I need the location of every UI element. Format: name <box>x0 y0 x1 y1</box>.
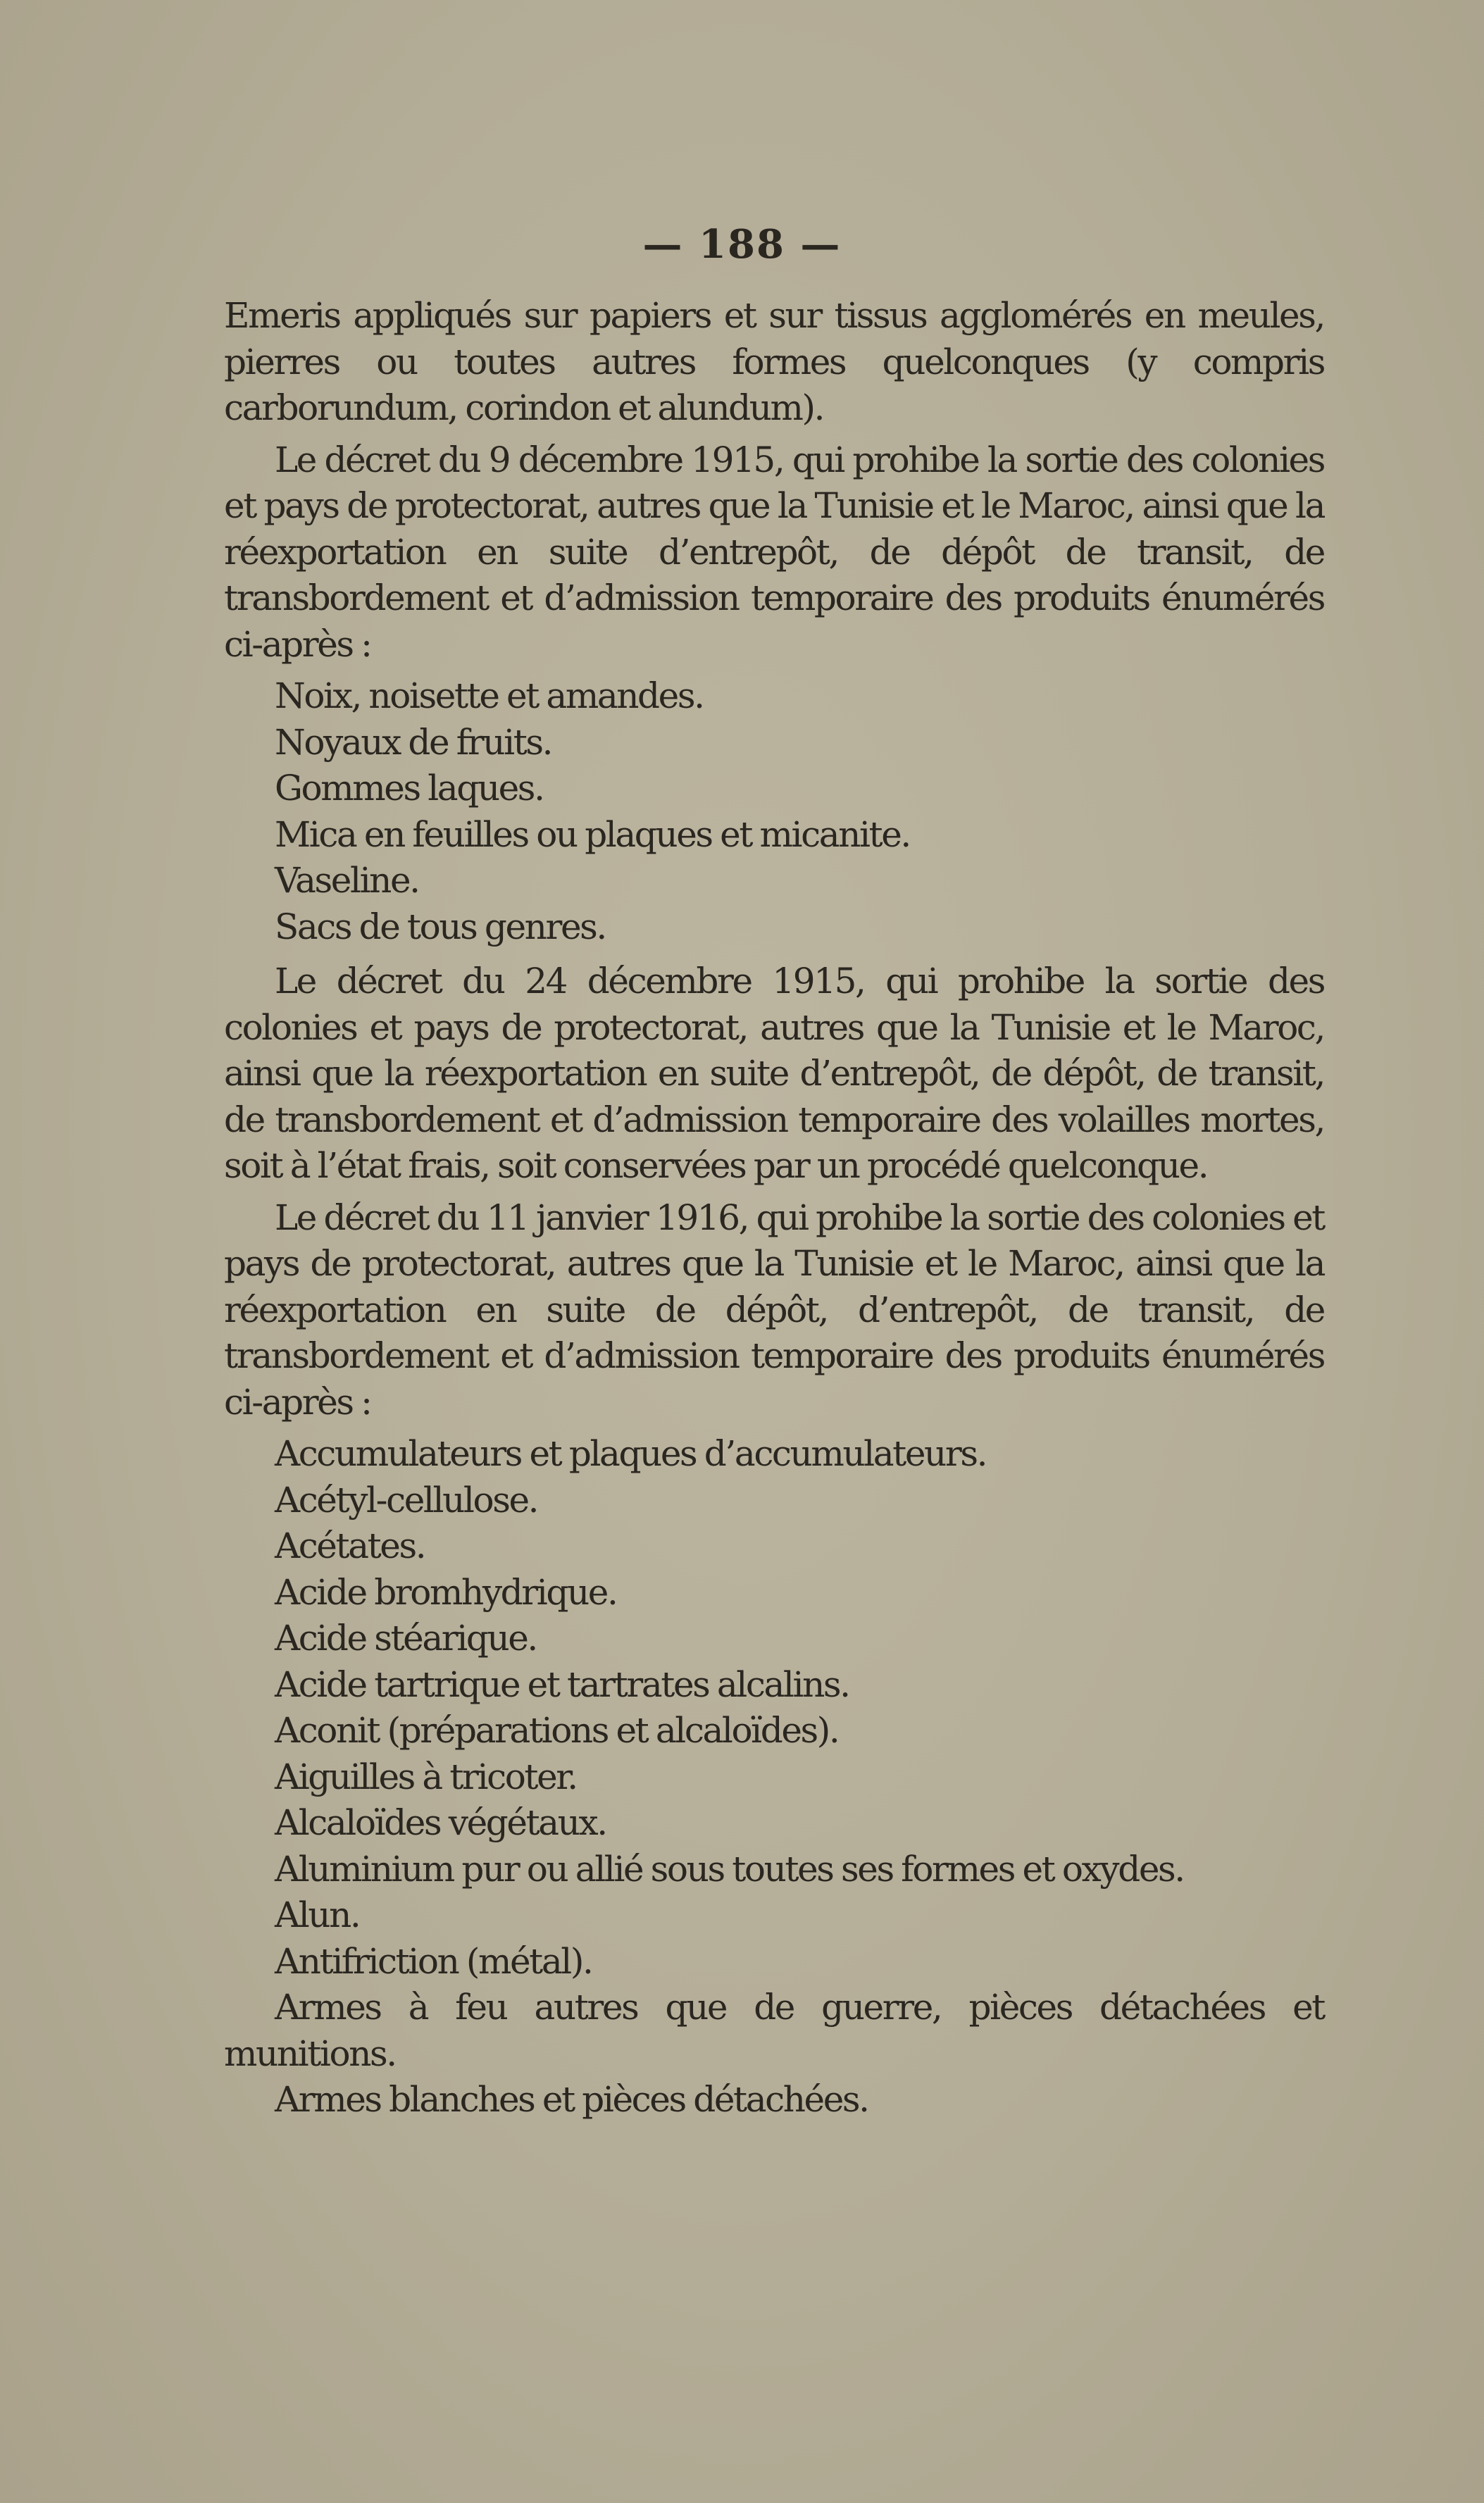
paragraph-decree-11-jan-1916: Le décret du 11 janvier 1916, qui prohibe la sortie des colonies et pays de protectorat, autres que la Tunisie et le Maroc, ainsi que la réexportation en suite de dépôt, d’entrepôt, de transit, de transbordement et d’admission temporaire des produits énumérés ci-après : <box>224 1197 1324 1423</box>
list-item: Aconit (préparations et alcaloïdes). <box>275 1710 839 1751</box>
paragraph-decree-9-dec-1915: Le décret du 9 décembre 1915, qui prohibe la sortie des colonies et pays de protectorat, autres que la Tunisie et le Maroc, ainsi que la réexportation en suite d’entrepôt, de dépôt de transit, de transbordement et d’admission temporaire des produits énumérés ci-après : <box>224 439 1324 665</box>
page-body <box>224 293 1324 2132</box>
list-item: Armes blanches et pièces détachées. <box>275 2079 868 2120</box>
list-item: Gommes laques. <box>275 768 544 809</box>
list-item: Acétyl-cellulose. <box>275 1479 538 1521</box>
list-item: Acide tartrique et tartrates alcalins. <box>275 1664 849 1705</box>
list-item: Mica en feuilles ou plaques et micanite. <box>275 813 910 855</box>
product-list-1 <box>224 673 1324 950</box>
list-item: Antifriction (métal). <box>275 1940 592 1982</box>
list-item: Noyaux de fruits. <box>275 721 552 763</box>
paragraph-decree-24-dec-1915: Le décret du 24 décembre 1915, qui prohibe la sortie des colonies et pays de protectorat, autres que la Tunisie et le Maroc, ainsi que la réexportation en suite d’entrepôt, de dépôt, de transit, de transbordement et d’admission temporaire des volailles mortes, soit à l’état frais, soit conservées par un procédé quelconque. <box>224 961 1324 1186</box>
list-item: Noix, noisette et amandes. <box>275 675 704 716</box>
list-item: Aluminium pur ou allié sous toutes ses formes et oxydes. <box>275 1848 1184 1890</box>
paragraph-emeris: Emeris appliqués sur papiers et sur tissus agglomérés en meules, pierres ou toutes autres formes quelconques (y compris carborundum, corindon et alundum). <box>224 295 1324 428</box>
list-item: Acide bromhydrique. <box>275 1571 617 1613</box>
list-item: Aiguilles à tricoter. <box>275 1756 577 1797</box>
list-item: Accumulateurs et plaques d’accumulateurs. <box>275 1433 987 1474</box>
page-number: — 188 — <box>642 221 842 268</box>
list-item: Alcaloïdes végétaux. <box>275 1802 606 1843</box>
list-item: Vaseline. <box>275 860 419 901</box>
product-list-2 <box>224 1431 1324 2123</box>
list-item: Armes à feu autres que de guerre, pièces détachées et munitions. <box>224 1987 1324 2074</box>
list-item: Acétates. <box>275 1525 425 1566</box>
list-item: Sacs de tous genres. <box>275 906 606 947</box>
list-item: Alun. <box>275 1895 360 1935</box>
list-item: Acide stéarique. <box>275 1618 537 1659</box>
